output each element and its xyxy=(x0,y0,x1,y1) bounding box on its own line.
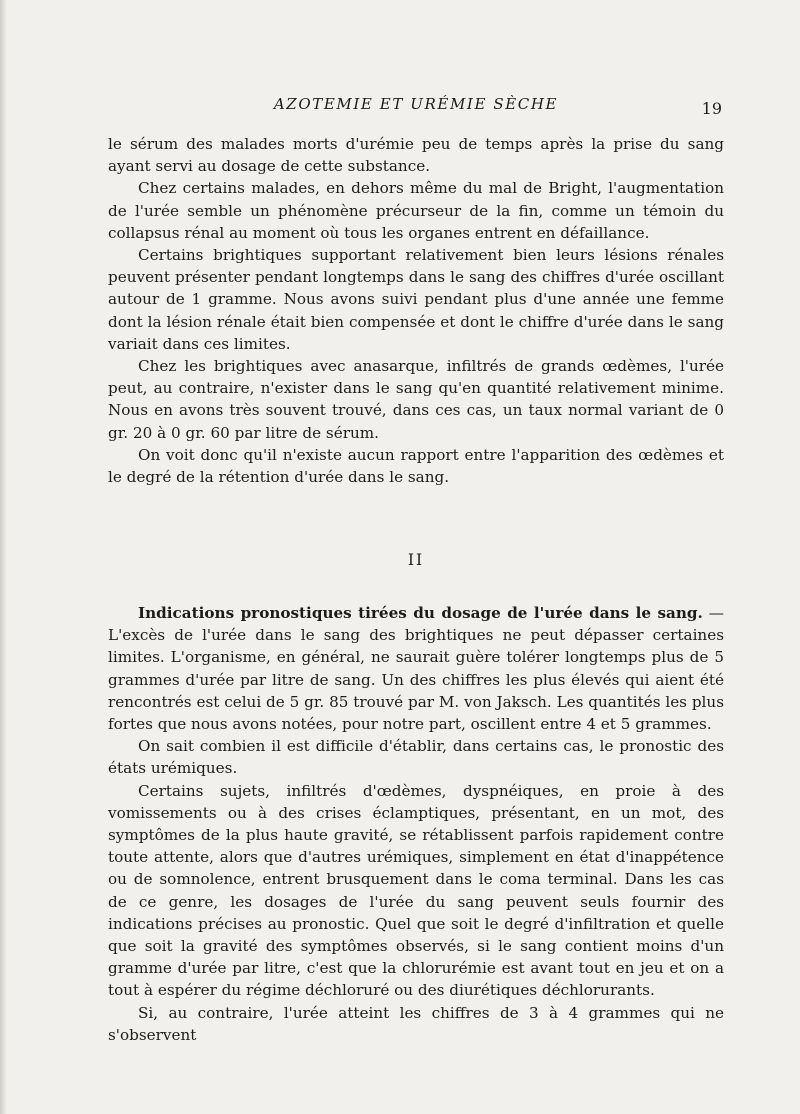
paragraph: Certains sujets, infiltrés d'œdèmes, dyspnéiques, en proie à des vomissements ou à des crises éclamptiques, présentant, en un mot, des symptômes de la plus haute gravité, se rétablissent parfois rapidement contre toute attente, alors que d'autres urémiques, simplement en état d'inappétence ou de somnolence, entrent brusquement dans le coma terminal. Dans les cas de ce genre, les dosages de l'urée du sang peuvent seuls fournir des indications précises au pronostic. Quel que soit le degré d'infiltration et quelle que soit la gravité des symptômes observés, si le sang contient moins d'un gramme d'urée par litre, c'est que la chlorurémie est avant tout en jeu et on a tout à espérer du régime déchloruré ou des diurétiques déchlorurants. xyxy=(108,781,724,1000)
paragraph: Si, au contraire, l'urée atteint les chiffres de 3 à 4 grammes qui ne s'observent xyxy=(108,1003,724,1044)
section-heading: Indications pronostiques tirées du dosage de l'urée dans le sang. xyxy=(138,604,703,622)
paragraph: Certains brightiques supportant relativement bien leurs lésions rénales peuvent présenter pendant longtemps dans le sang des chiffres d'urée oscillant autour de 1 gramme. Nous avons suivi pendant plus d'une année une femme dont la lésion rénale était bien compensée et dont le chiffre d'urée dans le sang variait dans ces limites. xyxy=(108,246,724,353)
paragraph: Chez certains malades, en dehors même du mal de Bright, l'augmentation de l'urée semble un phénomène précurseur de la fin, comme un témoin du collapsus rénal au moment où tous les organes entrent en défaillance. xyxy=(108,179,724,242)
heading-paragraph-body: — L'excès de l'urée dans le sang des brightiques ne peut dépasser certaines limites. L'organisme, en général, ne saurait guère tolérer longtemps plus de 5 grammes d'urée par litre de sang. Un des chiffres les plus élevés qui aient été rencontrés est celui de 5 gr. 85 trouvé par M. von Jaksch. Les quantités les plus fortes que nous avons notées, pour notre part, oscillent entre 4 et 5 grammes. xyxy=(108,604,724,734)
section-number: II xyxy=(407,551,425,569)
section-two-text xyxy=(108,602,724,1046)
paragraph: le sérum des malades morts d'urémie peu de temps après la prise du sang ayant servi au dosage de cette substance. xyxy=(108,135,724,176)
page-number: 19 xyxy=(701,99,722,118)
heading-paragraph xyxy=(108,602,724,735)
running-title: AZOTEMIE ET URÉMIE SÈCHE xyxy=(273,95,559,113)
paragraph: On sait combien il est difficile d'établir, dans certains cas, le pronostic des états urémiques. xyxy=(108,737,724,778)
page-edge-shadow xyxy=(0,0,7,1114)
running-head xyxy=(110,93,722,119)
section-one-text xyxy=(108,133,724,488)
paragraph: On voit donc qu'il n'existe aucun rapport entre l'apparition des œdèmes et le degré de la rétention d'urée dans le sang. xyxy=(108,445,724,487)
paragraph: Chez les brightiques avec anasarque, infiltrés de grands œdèmes, l'urée peut, au contraire, n'exister dans le sang qu'en quantité relativement minime. Nous en avons très souvent trouvé, dans ces cas, un taux normal variant de 0 gr. 20 à 0 gr. 60 par litre de sérum. xyxy=(108,357,724,442)
